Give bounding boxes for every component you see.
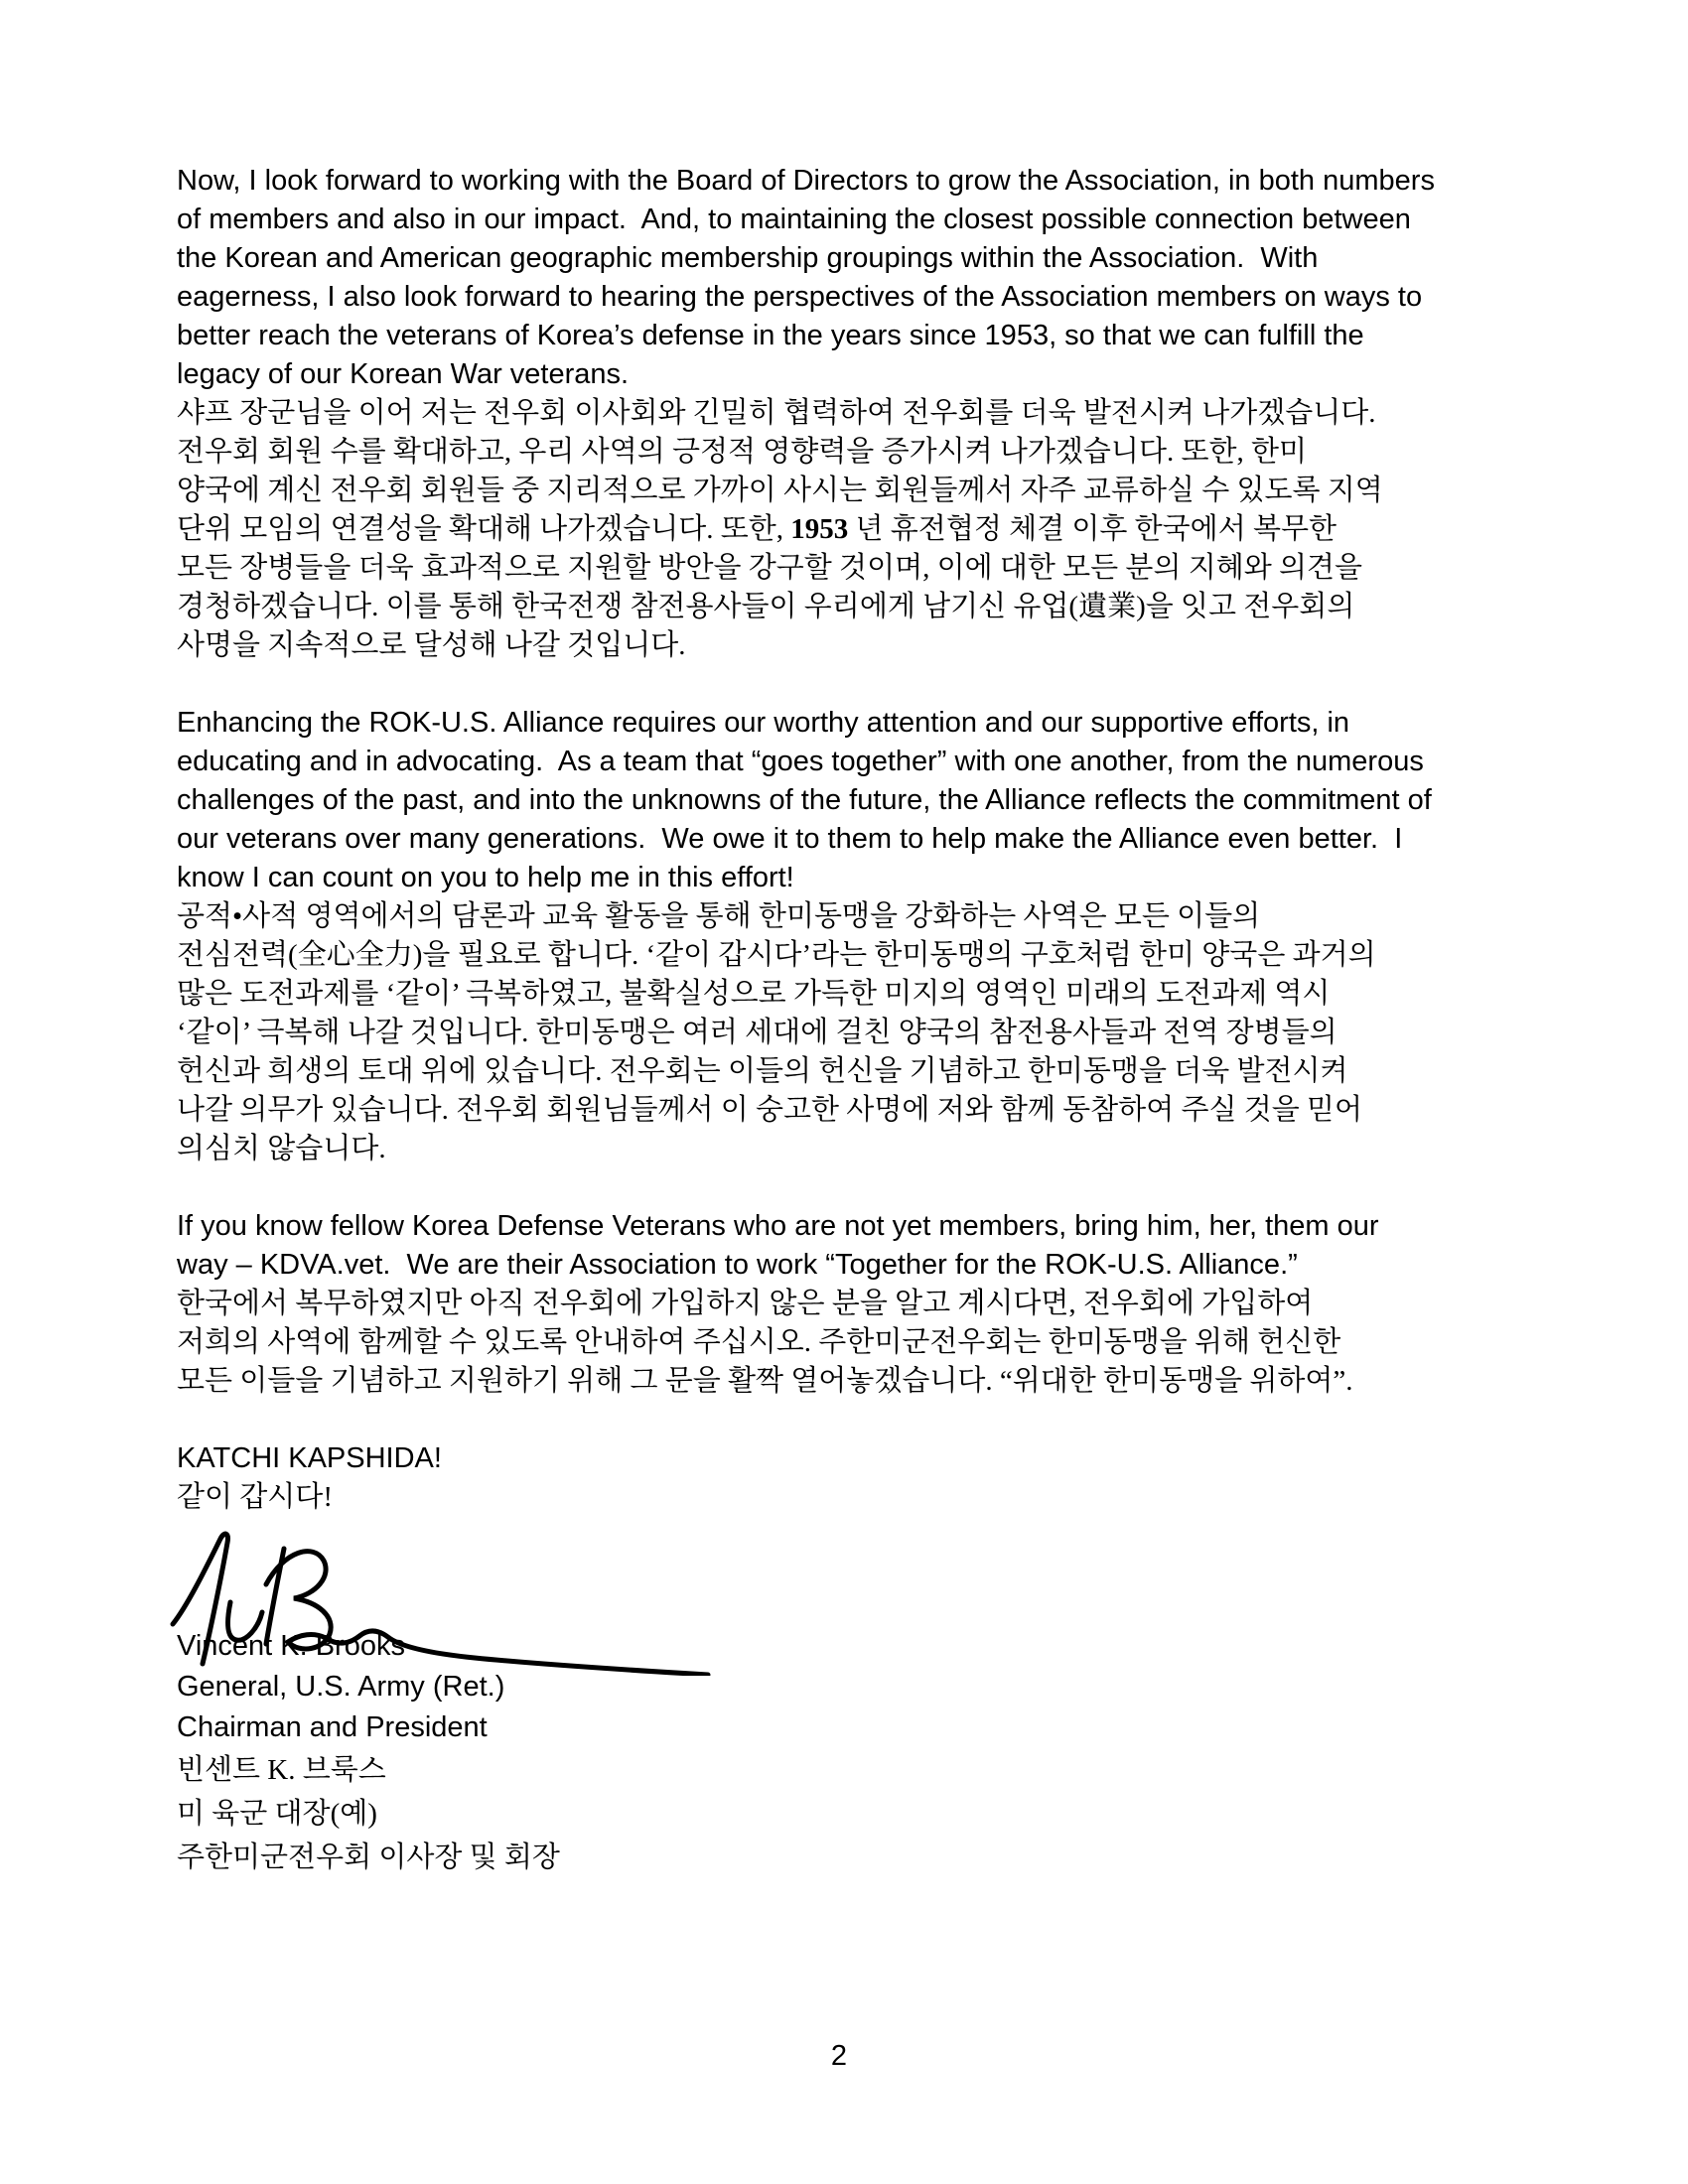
paragraph-alliance bbox=[177, 704, 1569, 1168]
letter-line: If you know fellow Korea Defense Veterans who are not yet members, bring him, her, them our bbox=[177, 1210, 1379, 1242]
signatory-rank: General, U.S. Army (Ret.) bbox=[177, 1671, 505, 1703]
letter-line: way – KDVA.vet. We are their Association to work “Together for the ROK-U.S. Alliance.” bbox=[177, 1249, 1298, 1281]
letter-body bbox=[177, 162, 1569, 1879]
letter-line: Enhancing the ROK-U.S. Alliance requires our worthy attention and our supportive efforts, in bbox=[177, 707, 1350, 739]
signatory-name-korean: 빈센트 K. 브룩스 bbox=[177, 1754, 386, 1786]
page-number: 2 bbox=[830, 2040, 848, 2072]
letter-line: 양국에 계신 전우회 회원들 중 지리적으로 가까이 사시는 회원들께서 자주 교류하실 수 있도록 지역 bbox=[177, 475, 1383, 506]
paragraph-recruiting bbox=[177, 1207, 1569, 1401]
signature-block bbox=[177, 1527, 1569, 1879]
paragraph-growth bbox=[177, 162, 1569, 665]
letter-line: challenges of the past, and into the unknowns of the future, the Alliance reflects the commitment of bbox=[177, 784, 1432, 816]
letter-line: 한국에서 복무하였지만 아직 전우회에 가입하지 않은 분을 알고 계시다면, 전우회에 가입하여 bbox=[177, 1288, 1314, 1319]
letter-line: 전심전력(全心全力)을 필요로 합니다. ‘같이 갑시다’라는 한미동맹의 구호처럼 한미 양국은 과거의 bbox=[177, 939, 1376, 971]
letter-line: KATCHI KAPSHIDA! bbox=[177, 1442, 442, 1474]
letter-line: of members and also in our impact. And, to maintaining the closest possible connection between bbox=[177, 204, 1411, 235]
letter-line: our veterans over many generations. We owe it to them to help make the Alliance even better. I bbox=[177, 823, 1403, 855]
letter-line: Now, I look forward to working with the Board of Directors to grow the Association, in both numbers bbox=[177, 165, 1435, 197]
signatory-rank-korean: 미 육군 대장(예) bbox=[177, 1798, 377, 1830]
letter-line: 저희의 사역에 함께할 수 있도록 안내하여 주십시오. 주한미군전우회는 한미동맹을 위해 헌신한 bbox=[177, 1326, 1341, 1358]
letter-line: educating and in advocating. As a team that “goes together” with one another, from the numerous bbox=[177, 746, 1424, 777]
signatory-title: Chairman and President bbox=[177, 1711, 488, 1743]
letter-line: 모든 장병들을 더욱 효과적으로 지원할 방안을 강구할 것이며, 이에 대한 모든 분의 지혜와 의견을 bbox=[177, 552, 1363, 584]
letter-line: 모든 이들을 기념하고 지원하기 위해 그 문을 활짝 열어놓겠습니다. “위대한 한미동맹을 위하여”. bbox=[177, 1365, 1353, 1397]
letter-line: 경청하겠습니다. 이를 통해 한국전쟁 참전용사들이 우리에게 남기신 유업(遺業)을 잇고 전우회의 bbox=[177, 591, 1355, 622]
paragraph-closing-motto bbox=[177, 1439, 1569, 1517]
letter-line: 의심치 않습니다. bbox=[177, 1133, 386, 1164]
letter-line: 사명을 지속적으로 달성해 나갈 것입니다. bbox=[177, 629, 686, 661]
letter-line: 같이 갑시다! bbox=[177, 1481, 333, 1513]
letter-line: eagerness, I also look forward to hearing the perspectives of the Association members on ways to bbox=[177, 281, 1423, 313]
signatory-title-korean: 주한미군전우회 이사장 및 회장 bbox=[177, 1842, 560, 1873]
letter-line: know I can count on you to help me in this effort! bbox=[177, 862, 794, 893]
letter-line: 공적•사적 영역에서의 담론과 교육 활동을 통해 한미동맹을 강화하는 사역은 모든 이들의 bbox=[177, 900, 1261, 932]
letter-paragraphs bbox=[177, 162, 1569, 1517]
letter-line: 나갈 의무가 있습니다. 전우회 회원님들께서 이 숭고한 사명에 저와 함께 동참하여 주실 것을 믿어 bbox=[177, 1094, 1363, 1126]
letter-line: legacy of our Korean War veterans. bbox=[177, 358, 630, 390]
letter-line: 전우회 회원 수를 확대하고, 우리 사역의 긍정적 영향력을 증가시켜 나가겠습니다. 또한, 한미 bbox=[177, 436, 1308, 468]
letter-line: ‘같이’ 극복해 나갈 것입니다. 한미동맹은 여러 세대에 걸친 양국의 참전용사들과 전역 장병들의 bbox=[177, 1017, 1337, 1048]
letter-line: the Korean and American geographic membership groupings within the Association. With bbox=[177, 242, 1319, 274]
letter-line: 헌신과 희생의 토대 위에 있습니다. 전우회는 이들의 헌신을 기념하고 한미동맹을 더욱 발전시켜 bbox=[177, 1055, 1348, 1087]
letter-line: 샤프 장군님을 이어 저는 전우회 이사회와 긴밀히 협력하여 전우회를 더욱 발전시켜 나가겠습니다. bbox=[177, 397, 1376, 429]
letter-line: better reach the veterans of Korea’s defense in the years since 1953, so that we can fulfill the bbox=[177, 320, 1364, 351]
letter-line: 많은 도전과제를 ‘같이’ 극복하였고, 불확실성으로 가득한 미지의 영역인 미래의 도전과제 역시 bbox=[177, 978, 1331, 1010]
signatory-name: Vincent K. Brooks bbox=[177, 1630, 405, 1662]
letter-line: 단위 모임의 연결성을 확대해 나가겠습니다. 또한, 1953 년 휴전협정 체결 이후 한국에서 복무한 bbox=[177, 513, 1337, 545]
